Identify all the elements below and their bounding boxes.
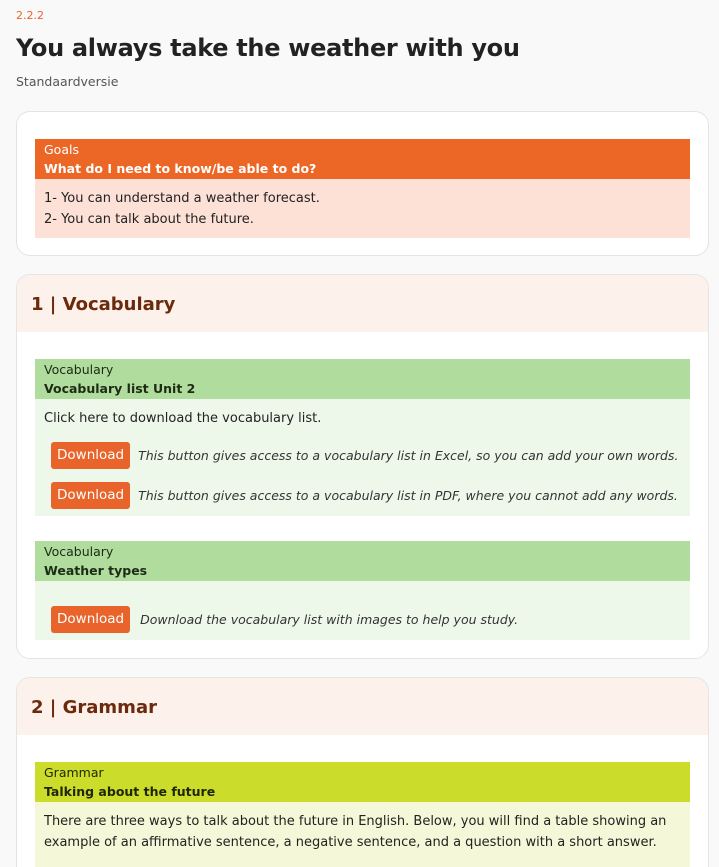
vocabulary-list-intro: Click here to download the vocabulary list. — [44, 411, 322, 426]
grammar-section-card — [16, 677, 709, 867]
grammar-block — [35, 762, 690, 867]
grammar-body — [35, 802, 690, 867]
vocabulary-list-title: Vocabulary list Unit 2 — [44, 381, 196, 396]
goals-list — [35, 179, 690, 238]
download-excel-button[interactable]: Download — [51, 442, 130, 469]
grammar-type-label: Grammar — [44, 765, 104, 780]
vocabulary-list-header — [35, 359, 690, 399]
vocabulary-section-card — [16, 274, 709, 659]
grammar-section-heading: 2 | Grammar — [17, 678, 708, 735]
download-weather-images-button[interactable]: Download — [51, 606, 130, 633]
weather-types-block — [35, 541, 690, 640]
goals-title: What do I need to know/be able to do? — [44, 161, 317, 176]
grammar-intro-text: There are three ways to talk about the future in English. Below, you will find a table showing an example of an affirmative sentence, a negative sentence, and a question with a short answer. — [44, 814, 667, 850]
page-title: You always take the weather with you — [16, 34, 520, 62]
goals-block — [35, 139, 690, 238]
goals-block-header — [35, 139, 690, 179]
weather-types-title: Weather types — [44, 563, 148, 578]
vocabulary-type-label: Vocabulary — [44, 362, 114, 377]
grammar-block-header — [35, 762, 690, 802]
vocabulary-list-block — [35, 359, 690, 516]
goal-item: 2- You can talk about the future. — [44, 212, 254, 227]
download-weather-images-description: Download the vocabulary list with images to help you study. — [140, 612, 519, 627]
download-pdf-button[interactable]: Download — [51, 482, 130, 509]
goal-item: 1- You can understand a weather forecast. — [44, 191, 320, 206]
goals-type-label: Goals — [44, 142, 79, 157]
version-subtitle: Standaardversie — [16, 74, 119, 89]
weather-types-header — [35, 541, 690, 581]
section-number: 2.2.2 — [16, 9, 44, 22]
grammar-title: Talking about the future — [44, 784, 216, 799]
download-row — [51, 442, 678, 469]
goals-card — [16, 111, 709, 256]
vocabulary-section-heading: 1 | Vocabulary — [17, 275, 708, 332]
download-row — [51, 482, 678, 509]
download-pdf-description: This button gives access to a vocabulary list in PDF, where you cannot add any words. — [138, 488, 678, 503]
download-row — [51, 606, 518, 633]
vocabulary-type-label: Vocabulary — [44, 544, 114, 559]
download-excel-description: This button gives access to a vocabulary list in Excel, so you can add your own words. — [138, 448, 679, 463]
weather-types-body — [35, 581, 690, 640]
vocabulary-list-body — [35, 399, 690, 516]
